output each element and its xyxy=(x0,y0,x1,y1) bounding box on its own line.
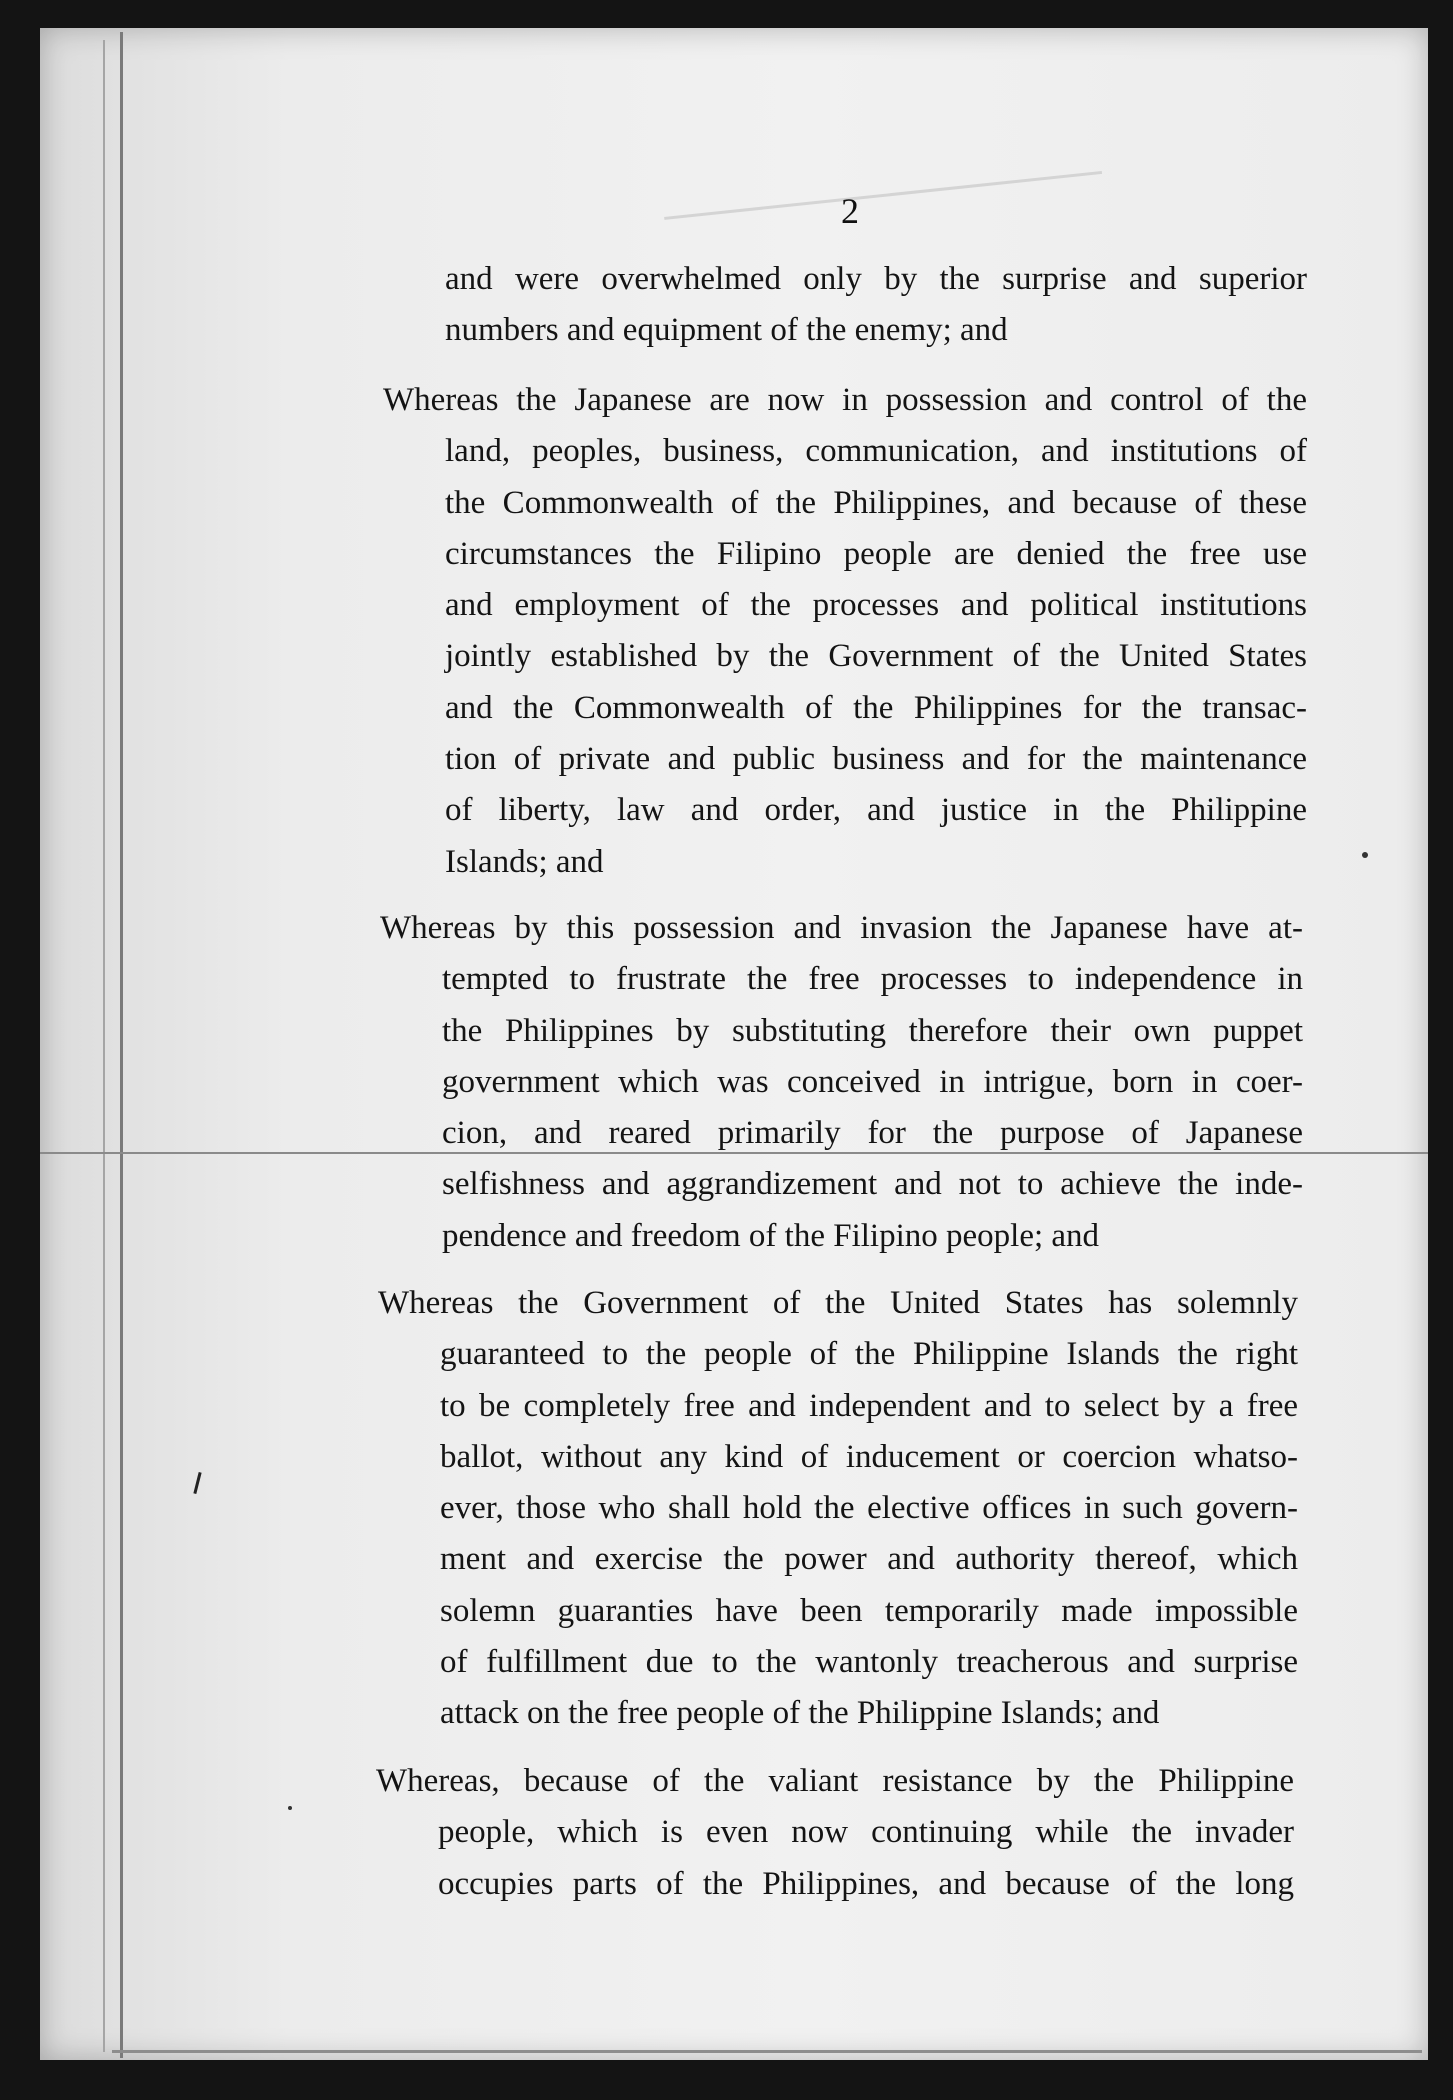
text-line: land, peoples, business, communication, and institutions of xyxy=(445,433,1307,470)
text-line: of fulfillment due to the wantonly treacherous and surprise xyxy=(440,1644,1298,1681)
text-line: attack on the free people of the Philippine Islands; and xyxy=(440,1695,1160,1732)
text-line: and were overwhelmed only by the surprise and superior xyxy=(445,261,1307,297)
text-line: guaranteed to the people of the Philippine Islands the right xyxy=(440,1336,1298,1373)
page-fold-line xyxy=(120,32,123,2058)
text-line: of liberty, law and order, and justice in the Philippine xyxy=(445,792,1307,829)
text-line: the Philippines by substituting therefore their own puppet xyxy=(442,1012,1303,1049)
text-line: people, which is even now continuing while the invader xyxy=(438,1814,1294,1851)
paragraph-whereas-invasion xyxy=(380,903,1303,1262)
text-line: tempted to frustrate the free processes to independence in xyxy=(442,961,1303,998)
text-line: Whereas, because of the valiant resistance by the Philippine xyxy=(376,1763,1294,1799)
text-line: jointly established by the Government of the United States xyxy=(445,638,1307,675)
ink-speck xyxy=(288,1806,292,1810)
text-line: numbers and equipment of the enemy; and xyxy=(445,312,1008,349)
text-line: government which was conceived in intrigue, born in coer- xyxy=(442,1063,1303,1100)
text-line: Islands; and xyxy=(445,843,604,880)
text-line: the Commonwealth of the Philippines, and because of these xyxy=(445,484,1307,521)
text-line: tion of private and public business and for the maintenance xyxy=(445,741,1307,778)
text-line: Whereas the Government of the United States has solemnly xyxy=(378,1285,1298,1321)
paragraph-whereas-resistance xyxy=(376,1756,1294,1910)
ink-speck xyxy=(1362,852,1368,858)
page-bottom-edge xyxy=(112,2050,1422,2053)
text-line: and the Commonwealth of the Philippines for the transac- xyxy=(445,689,1307,726)
text-line: solemn guaranties have been temporarily made impossible xyxy=(440,1592,1298,1629)
text-line: occupies parts of the Philippines, and because of the long xyxy=(438,1865,1294,1902)
text-line: pendence and freedom of the Filipino people; and xyxy=(442,1217,1100,1254)
text-line: Whereas by this possession and invasion the Japanese have at- xyxy=(380,910,1303,946)
text-line: circumstances the Filipino people are denied the free use xyxy=(445,535,1307,572)
page-number: 2 xyxy=(841,191,859,231)
text-line: and employment of the processes and political institutions xyxy=(445,587,1307,624)
paragraph-whereas-guarantee xyxy=(378,1278,1298,1740)
text-line: selfishness and aggrandizement and not to achieve the inde- xyxy=(442,1166,1303,1203)
text-line: Whereas the Japanese are now in possession and control of the xyxy=(383,382,1307,418)
text-line: cion, and reared primarily for the purpose of Japanese xyxy=(442,1115,1303,1152)
text-line: ment and exercise the power and authority thereof, which xyxy=(440,1541,1298,1578)
paragraph-1 xyxy=(445,254,1307,357)
text-line: ballot, without any kind of inducement or coercion whatso- xyxy=(440,1438,1298,1475)
page-edge-line xyxy=(103,40,105,2052)
text-line: to be completely free and independent and to select by a free xyxy=(440,1387,1298,1424)
paragraph-whereas-possession xyxy=(383,375,1307,888)
text-line: ever, those who shall hold the elective offices in such govern- xyxy=(440,1490,1298,1527)
